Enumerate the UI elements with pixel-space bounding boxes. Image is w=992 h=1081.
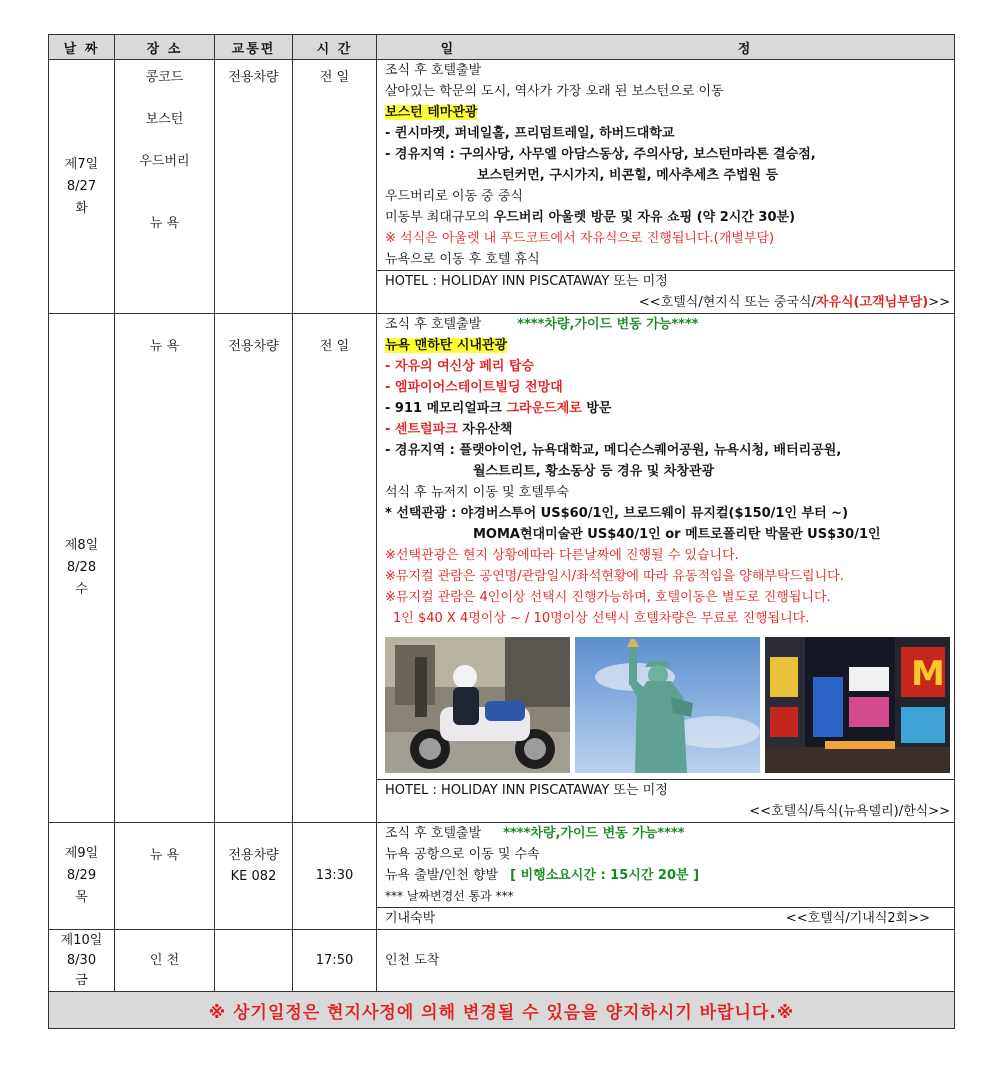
schedule-line: 조식 후 호텔출발 (385, 317, 482, 332)
day10-transport (215, 930, 293, 992)
schedule-line: 뉴욕 공항으로 이동 및 수속 (385, 847, 540, 862)
day10-place: 인 천 (115, 930, 215, 992)
day9-place: 뉴 욕 (115, 823, 215, 930)
optional-note: ※선택관광은 현지 상황에따라 다른날짜에 진행될 수 있습니다. (385, 548, 739, 563)
flight-duration: [ 비행소요시간 : 15시간 20분 ] (510, 868, 700, 883)
day8-meals: <<호텔식/특식(뉴욕델리)/한식>> (749, 804, 950, 819)
day9-meals: <<호텔식/기내식2회>> (785, 911, 930, 926)
day8-weekday: 수 (75, 582, 88, 597)
day10-schedule (377, 930, 955, 992)
day7-date (49, 60, 115, 314)
hotel-name: HOTEL : HOLIDAY INN PISCATAWAY 또는 미정 (385, 783, 668, 798)
itinerary-table (48, 34, 955, 1029)
day8-mmdd: 8/28 (66, 560, 97, 575)
schedule-line: - 자유의 여신상 페리 탑승 (385, 359, 535, 374)
central-park: - 센트럴파크 (385, 422, 458, 437)
schedule-line: 조식 후 호텔출발 (385, 826, 482, 841)
meals-free: 자유식(고객님부담) (815, 295, 929, 310)
header-date: 날 짜 (49, 35, 115, 60)
header-time: 시 간 (293, 35, 377, 60)
day7-meals (385, 292, 950, 313)
svg-text:M: M (911, 654, 945, 694)
day10-weekday: 금 (75, 972, 88, 988)
day7-weekday: 화 (75, 200, 88, 216)
day9-overnight (377, 907, 954, 929)
header-row (49, 35, 955, 60)
schedule-line: 방문 (581, 401, 612, 416)
schedule-line: 월스트리트, 황소동상 등 경유 및 차창관광 (473, 464, 715, 479)
meals-text: <<호텔식/현지식 또는 중국식/ (638, 295, 816, 310)
schedule-line: 석식 후 뉴저지 이동 및 호텔투숙 (385, 485, 569, 500)
schedule-line: 보스턴커먼, 구시가지, 비콘힐, 메사추세츠 주법원 등 (477, 168, 779, 183)
schedule-line: - 911 메모리얼파크 (385, 401, 507, 416)
schedule-line: - 경유지역 : 플랫아이언, 뉴욕대학교, 메디슨스퀘어공원, 뉴욕시청, 배터리공원, (385, 443, 842, 458)
day9-day: 제9일 (64, 846, 99, 861)
times-square-photo (765, 637, 950, 773)
schedule-line: 자유산책 (457, 422, 513, 437)
day7-transport: 전용차량 (215, 60, 293, 314)
statue-of-liberty-photo (575, 637, 760, 773)
schedule-line: 우드버리로 이동 중 중식 (385, 189, 523, 204)
outlet-line: 우드버리 아울렛 방문 및 자유 쇼핑 (약 2시간 30분) (493, 210, 796, 225)
footer-row (49, 992, 955, 1029)
day8-hotel (377, 779, 954, 822)
place-item: 콩코드 (145, 70, 184, 85)
schedule-line: 조식 후 호텔출발 (385, 63, 482, 78)
day7-time: 전 일 (293, 60, 377, 314)
schedule-line: - 퀸시마켓, 퍼네일홀, 프리덤트레일, 하버드대학교 (385, 126, 675, 141)
header-schedule: 일 정 (377, 35, 955, 60)
day7-schedule (377, 60, 955, 314)
day10-date (49, 930, 115, 992)
day8-transport: 전용차량 (215, 314, 293, 823)
manhattan-tour-highlight: 뉴욕 맨하탄 시내관광 (385, 338, 508, 353)
meals-text: >> (928, 295, 950, 310)
day10-day: 제10일 (60, 932, 103, 948)
optional-note: 1인 $40 X 4명이상 ~ / 10명이상 선택시 호텔차량은 무료로 진행됩니다. (393, 611, 810, 626)
day9-row (49, 823, 955, 930)
optional-note: ※뮤지컬 관람은 공연명/관람일시/좌석현황에 따라 유동적임을 양해부탁드립니다. (385, 569, 844, 584)
transport-vehicle: 전용차량 (228, 848, 279, 863)
day7-mmdd: 8/27 (66, 178, 97, 194)
day8-schedule (377, 314, 955, 823)
optional-note: ※뮤지컬 관람은 4인이상 선택시 진행가능하며, 호텔이동은 별도로 진행됩니다. (385, 590, 831, 605)
optional-tour-line: * 선택관광 : 야경버스투어 US$60/1인, 브로드웨이 뮤지컬($150/1인 부터 ~) (385, 506, 849, 521)
day8-row (49, 314, 955, 823)
header-transport: 교통편 (215, 35, 293, 60)
day9-time: 13:30 (293, 823, 377, 930)
schedule-line: 뉴욕으로 이동 후 호텔 휴식 (385, 252, 540, 267)
footer-notice: ※ 상기일정은 현지사정에 의해 변경될 수 있음을 양지하시기 바랍니다.※ (49, 992, 955, 1029)
day9-transport (215, 823, 293, 930)
day7-places (115, 60, 215, 314)
schedule-line: - 경유지역 : 구의사당, 사무엘 아담스동상, 주의사당, 보스턴마라톤 결승점, (385, 147, 816, 162)
schedule-line: 인천 도착 (385, 953, 440, 968)
place-item: 우드버리 (139, 154, 190, 169)
day7-hotel (377, 270, 954, 313)
overnight-onboard: 기내숙박 (385, 911, 436, 926)
dinner-note: ※ 석식은 아울렛 내 푸드코트에서 자유식으로 진행됩니다.(개별부담) (385, 231, 775, 246)
nypd-motorcycle-photo (385, 637, 570, 773)
day10-row (49, 930, 955, 992)
day7-row (49, 60, 955, 314)
flight-number: KE 082 (230, 869, 277, 884)
day9-schedule (377, 823, 955, 930)
day9-mmdd: 8/29 (66, 868, 97, 883)
day9-date (49, 823, 115, 930)
day8-photos (385, 629, 950, 779)
day8-time: 전 일 (293, 314, 377, 823)
day8-date (49, 314, 115, 823)
vehicle-guide-note: ****차량,가이드 변동 가능**** (503, 826, 685, 841)
vehicle-guide-note: ****차량,가이드 변동 가능**** (517, 317, 699, 332)
schedule-line: 뉴욕 출발/인천 향발 (385, 868, 499, 883)
header-place: 장 소 (115, 35, 215, 60)
day9-weekday: 목 (75, 890, 88, 905)
schedule-line: 살아있는 학문의 도시, 역사가 가장 오래 된 보스턴으로 이동 (385, 84, 724, 99)
theme-tour-highlight: 보스턴 테마관광 (385, 105, 478, 120)
day8-place: 뉴 욕 (115, 314, 215, 823)
schedule-line: 미동부 최대규모의 (385, 210, 494, 225)
place-item: 보스턴 (145, 112, 184, 127)
optional-tour-line: MOMA현대미술관 US$40/1인 or 메트로폴리탄 박물관 US$30/1인 (473, 527, 881, 542)
day10-time: 17:50 (293, 930, 377, 992)
day10-mmdd: 8/30 (66, 952, 97, 968)
date-line-note: *** 날짜변경선 통과 *** (385, 889, 514, 903)
schedule-line: - 엠파이어스테이트빌딩 전망대 (385, 380, 563, 395)
place-item: 뉴 욕 (149, 216, 180, 231)
day8-day: 제8일 (64, 538, 99, 553)
ground-zero: 그라운드제로 (506, 401, 582, 416)
hotel-name: HOTEL : HOLIDAY INN PISCATAWAY 또는 미정 (385, 274, 668, 289)
day7-day: 제7일 (64, 156, 99, 172)
